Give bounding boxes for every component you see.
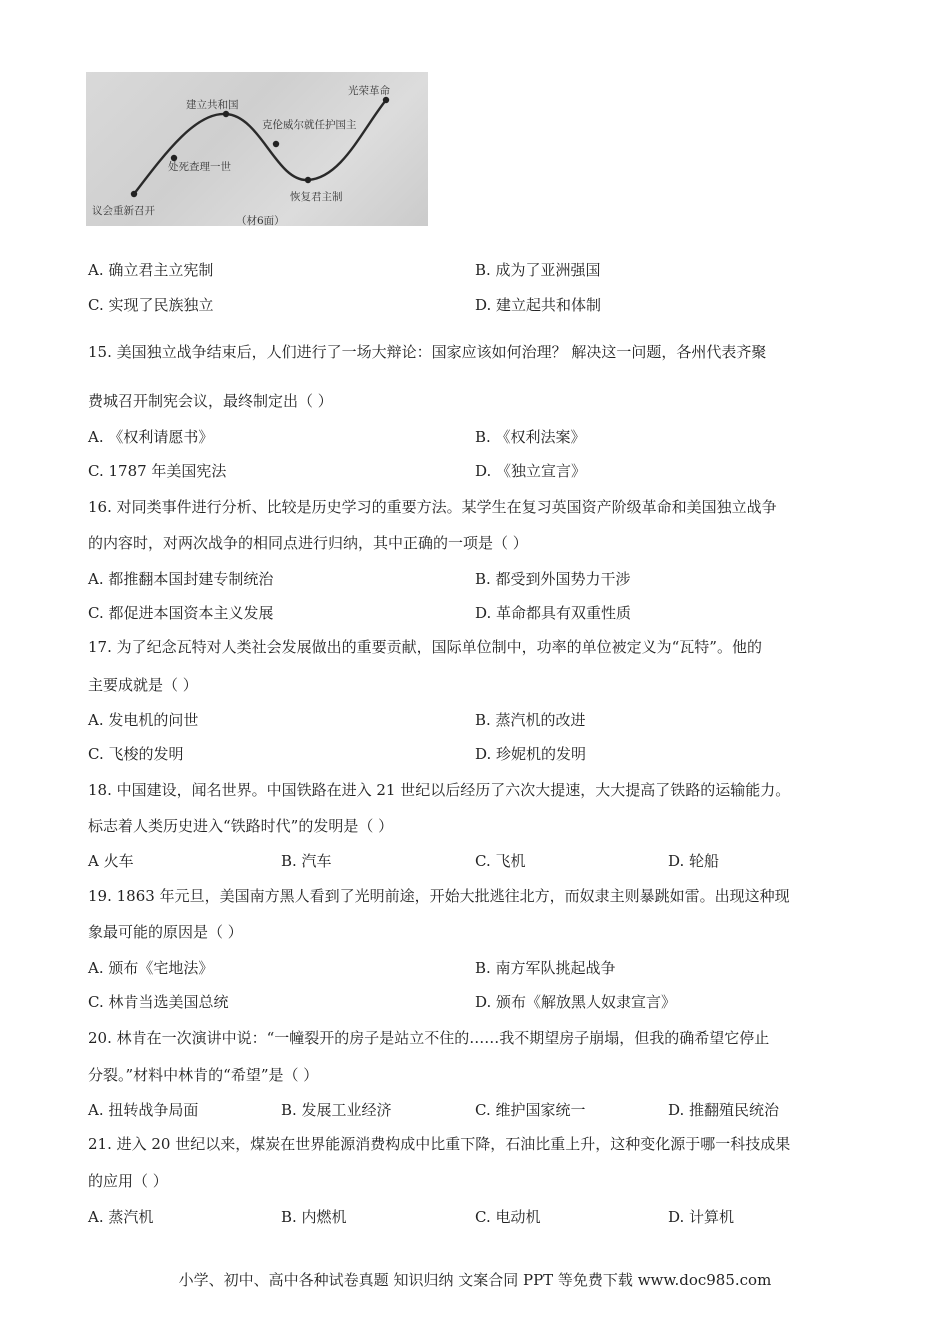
q21-option-b: B. 内燃机 — [281, 1208, 347, 1226]
point-cromwell — [273, 141, 279, 147]
q19-stem-line2: 象最可能的原因是（ ） — [88, 923, 243, 941]
q18-option-c: C. 飞机 — [475, 852, 526, 870]
q16-stem-line2: 的内容时，对两次战争的相同点进行归纳，其中正确的一项是（ ） — [88, 534, 528, 552]
q21-option-c: C. 电动机 — [475, 1208, 541, 1226]
q20-option-d: D. 推翻殖民统治 — [668, 1101, 780, 1119]
label-execution: 处死查理一世 — [168, 161, 231, 173]
label-cromwell: 克伦威尔就任护国主 — [262, 119, 357, 131]
q21-option-a: A. 蒸汽机 — [88, 1208, 154, 1226]
q21-option-d: D. 计算机 — [668, 1208, 735, 1226]
timeline-figure — [86, 72, 428, 226]
q16-option-b: B. 都受到外国势力干涉 — [475, 570, 631, 588]
q15-stem-line1: 15. 美国独立战争结束后，人们进行了一场大辩论：国家应该如何治理？ 解决这一问题，各州代表齐聚 — [88, 343, 767, 361]
q17-option-c: C. 飞梭的发明 — [88, 745, 184, 763]
label-restoration: 恢复君主制 — [290, 191, 343, 203]
q17-option-a: A. 发电机的问世 — [88, 711, 199, 729]
q19-option-c: C. 林肯当选美国总统 — [88, 993, 229, 1011]
q20-stem-line2: 分裂。”材料中林肯的“希望”是（ ） — [88, 1066, 319, 1084]
q16-option-d: D. 革命都具有双重性质 — [475, 604, 632, 622]
q19-option-d: D. 颁布《解放黑人奴隶宣言》 — [475, 993, 677, 1011]
q14-option-b: B. 成为了亚洲强国 — [475, 261, 601, 279]
q19-stem-line1: 19. 1863 年元旦，美国南方黑人看到了光明前途，开始大批逃往北方，而奴隶主则暴跳如雷。出现这种现 — [88, 887, 790, 905]
q17-option-d: D. 珍妮机的发明 — [475, 745, 587, 763]
q18-option-d: D. 轮船 — [668, 852, 720, 870]
q15-option-a: A. 《权利请愿书》 — [88, 428, 214, 446]
q19-option-a: A. 颁布《宅地法》 — [88, 959, 214, 977]
label-parliament: 议会重新召开 — [92, 205, 155, 217]
q18-stem-line1: 18. 中国建设，闻名世界。中国铁路在进入 21 世纪以后经历了六次大提速，大大提高了铁路的运输能力。 — [88, 781, 791, 799]
q19-option-b: B. 南方军队挑起战争 — [475, 959, 616, 977]
label-republic: 建立共和国 — [186, 99, 239, 111]
point-republic — [223, 111, 229, 117]
q20-option-c: C. 维护国家统一 — [475, 1101, 586, 1119]
point-parliament — [131, 191, 137, 197]
q14-option-c: C. 实现了民族独立 — [88, 296, 214, 314]
timeline-curve-diagram — [86, 72, 428, 226]
q17-option-b: B. 蒸汽机的改进 — [475, 711, 586, 729]
point-glorious-revolution — [383, 97, 389, 103]
q17-stem-line1: 17. 为了纪念瓦特对人类社会发展做出的重要贡献，国际单位制中，功率的单位被定义为“瓦特”。他的 — [88, 638, 762, 656]
timeline-curve — [134, 100, 386, 194]
q16-option-a: A. 都推翻本国封建专制统治 — [88, 570, 274, 588]
q18-option-a: A 火车 — [88, 852, 134, 870]
q14-option-d: D. 建立起共和体制 — [475, 296, 602, 314]
point-restoration — [305, 177, 311, 183]
q14-option-a: A. 确立君主立宪制 — [88, 261, 214, 279]
q15-option-c: C. 1787 年美国宪法 — [88, 462, 227, 480]
label-glorious-revolution: 光荣革命 — [348, 85, 390, 97]
q21-stem-line1: 21. 进入 20 世纪以来，煤炭在世界能源消费构成中比重下降，石油比重上升，这种变化源于哪一科技成果 — [88, 1135, 791, 1153]
q20-stem-line1: 20. 林肯在一次演讲中说：“一幢裂开的房子是站立不住的……我不期望房子崩塌，但我的确希望它停止 — [88, 1029, 770, 1047]
page-footer: 小学、初中、高中各种试卷真题 知识归纳 文案合同 PPT 等免费下载 www.doc985.com — [178, 1271, 772, 1289]
q18-option-b: B. 汽车 — [281, 852, 332, 870]
q16-stem-line1: 16. 对同类事件进行分析、比较是历史学习的重要方法。某学生在复习英国资产阶级革命和美国独立战争 — [88, 498, 777, 516]
figure-caption-fragment: （材6面） — [236, 215, 285, 226]
q15-option-b: B. 《权利法案》 — [475, 428, 586, 446]
q21-stem-line2: 的应用（ ） — [88, 1172, 168, 1190]
q18-stem-line2: 标志着人类历史进入“铁路时代”的发明是（ ） — [88, 817, 394, 835]
q20-option-b: B. 发展工业经济 — [281, 1101, 392, 1119]
q17-stem-line2: 主要成就是（ ） — [88, 676, 198, 694]
q16-option-c: C. 都促进本国资本主义发展 — [88, 604, 274, 622]
q15-stem-line2: 费城召开制宪会议，最终制定出（ ） — [88, 392, 333, 410]
q20-option-a: A. 扭转战争局面 — [88, 1101, 199, 1119]
q15-option-d: D. 《独立宣言》 — [475, 462, 587, 480]
